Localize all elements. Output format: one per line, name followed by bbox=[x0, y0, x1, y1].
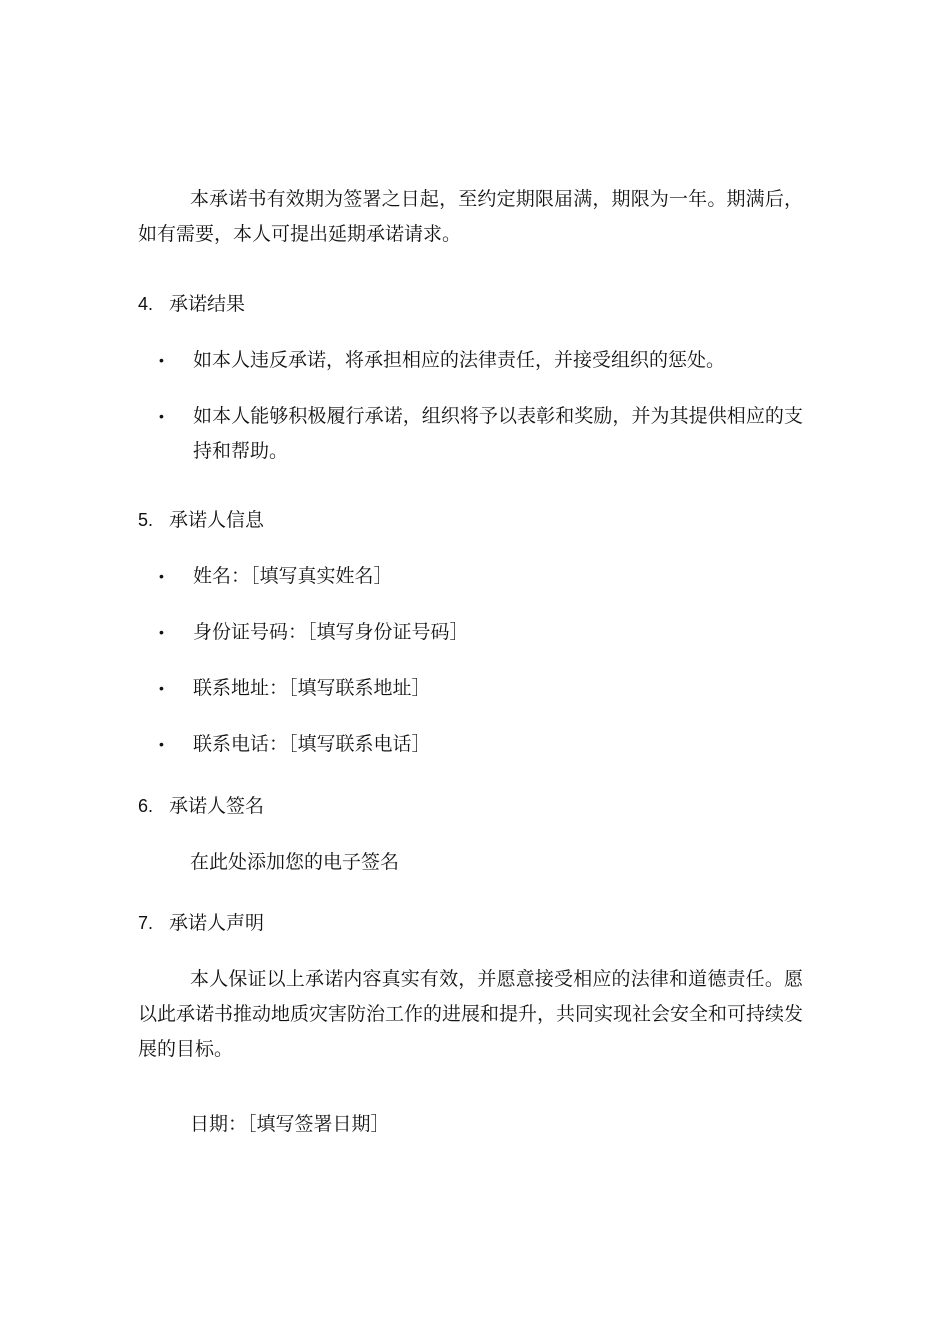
list-item-text: 联系电话：［填写联系电话］ bbox=[193, 733, 431, 755]
list-item bbox=[138, 727, 803, 762]
signature-placeholder: 在此处添加您的电子签名 bbox=[190, 851, 400, 873]
section-number: 6. bbox=[138, 796, 154, 816]
section-number: 7. bbox=[138, 913, 154, 933]
list-item-text: 联系地址：［填写联系地址］ bbox=[193, 677, 431, 699]
section-7-heading bbox=[138, 906, 803, 941]
section-title: 承诺人签名 bbox=[169, 795, 265, 817]
bullet-icon: • bbox=[159, 736, 164, 752]
list-item-text: 如本人违反承诺，将承担相应的法律责任，并接受组织的惩处。 bbox=[193, 349, 726, 371]
section-6-heading bbox=[138, 789, 803, 824]
list-item bbox=[138, 671, 803, 706]
section-number: 4. bbox=[138, 294, 154, 314]
section-5-heading bbox=[138, 503, 803, 538]
bullet-icon: • bbox=[159, 352, 164, 368]
list-item bbox=[138, 399, 803, 469]
bullet-icon: • bbox=[159, 408, 164, 424]
list-item-text: 身份证号码：［填写身份证号码］ bbox=[193, 621, 469, 643]
section-title: 承诺人信息 bbox=[169, 509, 265, 531]
declaration-paragraph: 本人保证以上承诺内容真实有效，并愿意接受相应的法律和道德责任。愿以此承诺书推动地质灾害防治工作的进展和提升，共同实现社会安全和可持续发展的目标。 bbox=[138, 968, 804, 1060]
section-4-heading bbox=[138, 287, 803, 322]
validity-paragraph: 本承诺书有效期为签署之日起，至约定期限届满，期限为一年。期满后，如有需要，本人可提出延期承诺请求。 bbox=[138, 188, 803, 245]
list-item bbox=[138, 615, 803, 650]
bullet-icon: • bbox=[159, 568, 164, 584]
list-item bbox=[138, 559, 803, 594]
list-item bbox=[138, 343, 803, 378]
signing-date: 日期：［填写签署日期］ bbox=[190, 1113, 390, 1135]
list-item-text: 如本人能够积极履行承诺，组织将予以表彰和奖励，并为其提供相应的支持和帮助。 bbox=[193, 405, 803, 462]
section-title: 承诺人声明 bbox=[169, 912, 265, 934]
section-title: 承诺结果 bbox=[169, 293, 246, 315]
bullet-icon: • bbox=[159, 624, 164, 640]
section-number: 5. bbox=[138, 510, 154, 530]
bullet-icon: • bbox=[159, 680, 164, 696]
list-item-text: 姓名：［填写真实姓名］ bbox=[193, 565, 393, 587]
